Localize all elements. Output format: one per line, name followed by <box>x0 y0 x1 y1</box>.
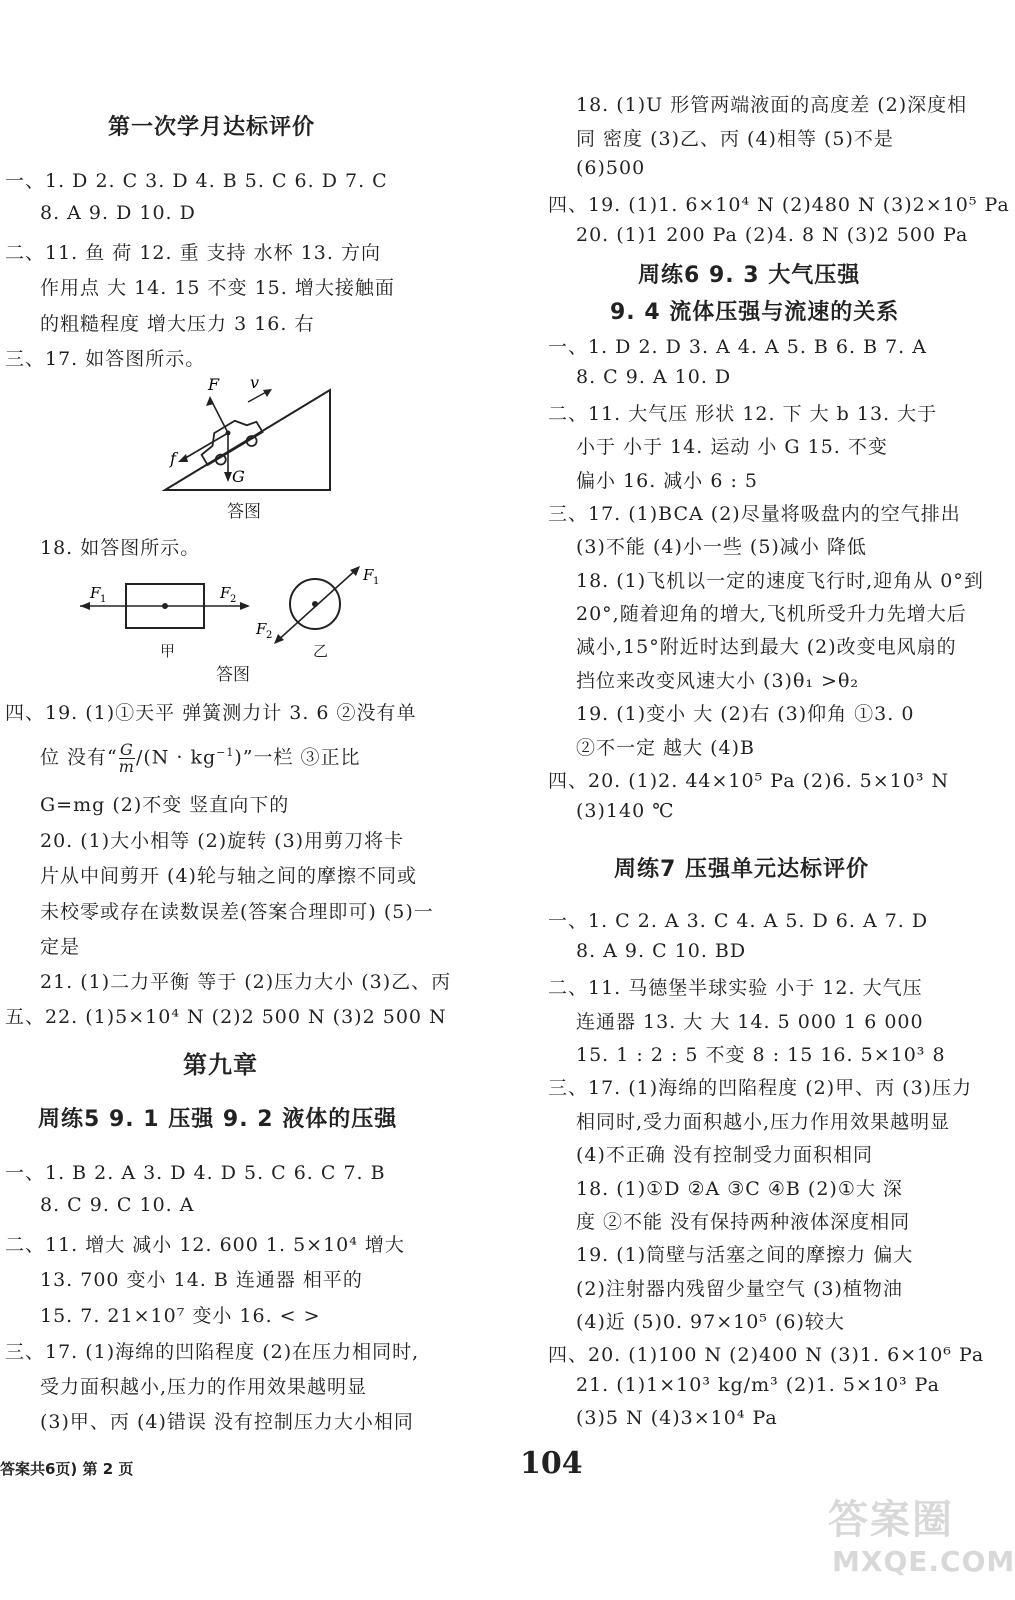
answer-line: 20. (1)大小相等 (2)旋转 (3)用剪刀将卡 <box>40 830 405 852</box>
answer-line: 三、17. (1)海绵的凹陷程度 (2)在压力相同时, <box>5 1341 420 1363</box>
answer-line: (3)5 N (4)3×10⁴ Pa <box>576 1407 778 1429</box>
answer-line: 21. (1)1×10³ kg/m³ (2)1. 5×10³ Pa <box>576 1374 940 1396</box>
svg-text:F: F <box>208 375 220 394</box>
answer-line: 一、1. D 2. D 3. A 4. A 5. B 6. B 7. A <box>548 336 927 358</box>
answer-line: 一、1. D 2. C 3. D 4. B 5. C 6. D 7. C <box>5 170 388 192</box>
section-subtitle-weekly6: 9. 4 流体压强与流速的关系 <box>610 300 900 325</box>
answer-line: 二、11. 增大 减小 12. 600 1. 5×10⁴ 增大 <box>5 1234 405 1256</box>
answer-line: 一、1. B 2. A 3. D 4. D 5. C 6. C 7. B <box>5 1162 386 1184</box>
answer-line: 四、19. (1)1. 6×10⁴ N (2)480 N (3)2×10⁵ Pa <box>548 194 1010 216</box>
answer-line: 15. 1 : 2 : 5 不变 8 : 15 16. 5×10³ 8 <box>576 1044 946 1066</box>
answer-line: 片从中间剪开 (4)轮与轴之间的摩擦不同或 <box>40 865 417 887</box>
answer-line: 未校零或存在读数误差(答案合理即可) (5)一 <box>40 901 434 923</box>
answer-line: 8. A 9. C 10. BD <box>576 940 747 962</box>
answer-line: 18. 如答图所示。 <box>40 537 201 559</box>
answer-line: 作用点 大 14. 15 不变 15. 增大接触面 <box>40 277 395 299</box>
answer-line: 二、11. 鱼 荷 12. 重 支持 水杯 13. 方向 <box>5 242 381 264</box>
section-title-first-monthly: 第一次学月达标评价 <box>108 115 316 140</box>
answer-line: 受力面积越小,压力的作用效果越明显 <box>40 1376 368 1398</box>
answer-line: 四、20. (1)100 N (2)400 N (3)1. 6×10⁶ Pa <box>548 1344 985 1366</box>
svg-text:F: F <box>256 620 267 638</box>
answer-line: (4)近 (5)0. 97×10⁵ (6)较大 <box>576 1311 845 1333</box>
answer-line: 相同时,受力面积越小,压力作用效果越明显 <box>576 1111 951 1133</box>
svg-text:F: F <box>220 584 231 602</box>
watermark-url: MXQE.COM <box>832 1545 1015 1578</box>
figure-label-yi: 乙 <box>313 642 329 660</box>
page-number: 104 <box>520 1446 583 1481</box>
chapter-title: 第九章 <box>183 1051 258 1079</box>
answer-line: 同 密度 (3)乙、丙 (4)相等 (5)不是 <box>576 128 894 150</box>
answer-line: 三、17. 如答图所示。 <box>5 348 206 370</box>
answer-line: 减小,15°附近时达到最大 (2)改变电风扇的 <box>576 636 957 658</box>
answer-line: 18. (1)①D ②A ③C ④B (2)①大 深 <box>576 1178 903 1200</box>
figure-caption: 答图 <box>216 665 250 685</box>
svg-text:F: F <box>90 584 101 602</box>
svg-text:1: 1 <box>373 576 380 587</box>
answer-line: 一、1. C 2. A 3. C 4. A 5. D 6. A 7. D <box>548 910 929 932</box>
svg-text:2: 2 <box>230 594 237 605</box>
figure-force-diagrams <box>80 562 380 662</box>
answer-line: 18. (1)飞机以一定的速度飞行时,迎角从 0°到 <box>576 570 984 592</box>
answer-line-fraction: 位 没有“ $\frac{G}{m}$ $/(N \cdot kg^{-1})$”一栏 ③正比 <box>40 740 361 776</box>
svg-text:G: G <box>232 467 245 486</box>
answer-line: ②不一定 越大 (4)B <box>576 737 755 759</box>
answer-line: 偏小 16. 减小 6 : 5 <box>576 470 758 492</box>
answer-line: 二、11. 马德堡半球实验 小于 12. 大气压 <box>548 977 923 999</box>
answer-line: 的粗糙程度 增大压力 3 16. 右 <box>40 313 315 335</box>
svg-text:1: 1 <box>100 594 107 605</box>
answer-line: 19. (1)筒壁与活塞之间的摩擦力 偏大 <box>576 1244 914 1266</box>
answer-line: 19. (1)变小 大 (2)右 (3)仰角 ①3. 0 <box>576 703 915 725</box>
fraction-g-over-m: $\frac{G}{m}$ <box>118 740 135 776</box>
answer-line: 8. C 9. A 10. D <box>576 366 732 388</box>
svg-text:2: 2 <box>266 630 273 641</box>
answer-line: 连通器 13. 大 大 14. 5 000 1 6 000 <box>576 1011 924 1033</box>
svg-text:F: F <box>363 566 374 584</box>
figure-caption: 答图 <box>227 502 261 522</box>
answer-line: 18. (1)U 形管两端液面的高度差 (2)深度相 <box>576 94 968 116</box>
answer-line: G=mg (2)不变 竖直向下的 <box>40 794 290 816</box>
section-title-weekly5: 周练5 9. 1 压强 9. 2 液体的压强 <box>38 1107 398 1132</box>
answer-line: 度 ②不能 没有保持两种液体深度相同 <box>576 1211 911 1233</box>
answer-line: 三、17. (1)海绵的凹陷程度 (2)甲、丙 (3)压力 <box>548 1077 973 1099</box>
answer-line: (3)140 ℃ <box>576 800 675 822</box>
answer-line: (3)不能 (4)小一些 (5)减小 降低 <box>576 536 867 558</box>
answer-line: (3)甲、丙 (4)错误 没有控制压力大小相同 <box>40 1411 414 1433</box>
answer-line: 13. 700 变小 14. B 连通器 相平的 <box>40 1269 363 1291</box>
figure-label-jia: 甲 <box>160 642 176 660</box>
svg-text:f: f <box>170 449 176 468</box>
answer-line: 小于 小于 14. 运动 小 G 15. 不变 <box>576 436 888 458</box>
answer-line: 定是 <box>40 936 81 958</box>
answer-line: 挡位来改变风速大小 (3)θ₁ >θ₂ <box>576 670 860 692</box>
answer-line: 五、22. (1)5×10⁴ N (2)2 500 N (3)2 500 N <box>5 1006 447 1028</box>
svg-text:v: v <box>250 373 260 392</box>
section-title-weekly7: 周练7 压强单元达标评价 <box>614 857 869 882</box>
section-title-weekly6: 周练6 9. 3 大气压强 <box>638 263 861 288</box>
answer-line: (2)注射器内残留少量空气 (3)植物油 <box>576 1278 903 1300</box>
answer-line: 三、17. (1)BCA (2)尽量将吸盘内的空气排出 <box>548 503 961 525</box>
answer-line: 8. C 9. C 10. A <box>40 1194 195 1216</box>
answer-line: 二、11. 大气压 形状 12. 下 大 b 13. 大于 <box>548 403 938 425</box>
page-footer: 答案共6页) 第 2 页 <box>0 1460 134 1478</box>
answer-line: 8. A 9. D 10. D <box>40 202 196 224</box>
watermark-logo: 答案圈 <box>828 1497 954 1543</box>
answer-line: 20. (1)1 200 Pa (2)4. 8 N (3)2 500 Pa <box>576 224 969 246</box>
answer-line: 四、20. (1)2. 44×10⁵ Pa (2)6. 5×10³ N <box>548 770 950 792</box>
answer-line: 21. (1)二力平衡 等于 (2)压力大小 (3)乙、丙 <box>40 971 452 993</box>
answer-line: (6)500 <box>576 157 646 179</box>
figure-car-on-incline <box>160 373 340 498</box>
answer-line: 15. 7. 21×10⁷ 变小 16. < > <box>40 1305 321 1327</box>
answer-line: (4)不正确 没有控制受力面积相同 <box>576 1144 873 1166</box>
answer-line: 四、19. (1)①天平 弹簧测力计 3. 6 ②没有单 <box>5 702 417 724</box>
answer-line: 20°,随着迎角的增大,飞机所受升力先增大后 <box>576 603 967 625</box>
